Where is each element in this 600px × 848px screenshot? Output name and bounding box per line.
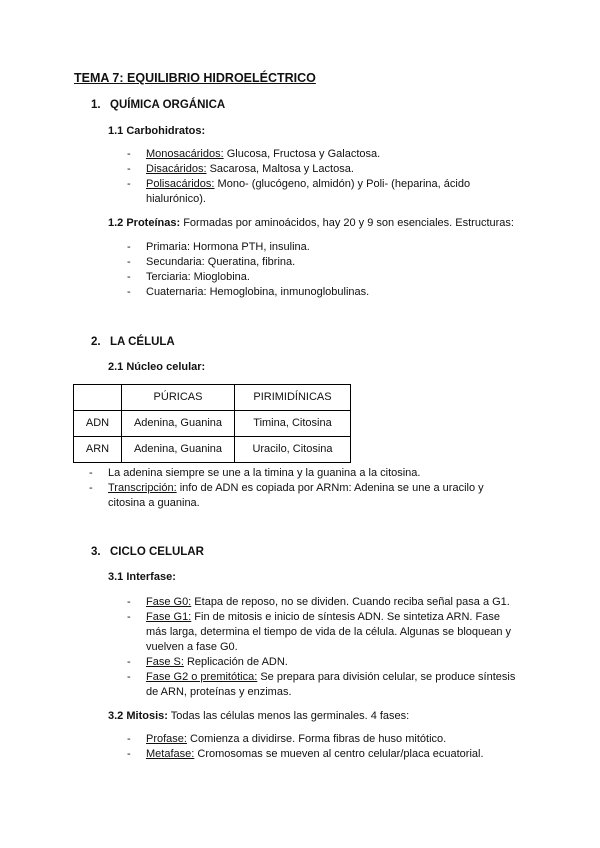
term: Polisacáridos: — [146, 178, 215, 190]
list-item — [127, 670, 523, 700]
subsection-label: 2.1 Núcleo celular: — [108, 361, 206, 373]
table-header-cell: PIRIMIDÍNICAS — [235, 385, 351, 411]
list-item — [89, 466, 509, 481]
list-item — [127, 147, 497, 162]
table-header-cell — [74, 385, 122, 411]
interphase-list — [127, 595, 523, 700]
subsection-heading — [108, 360, 205, 375]
table-header-cell: PÚRICAS — [122, 385, 235, 411]
item-text: Fin de mitosis e inicio de síntesis ADN. Se sintetiza ARN. Fase más larga, determina el tiempo de vida de la célula. Algunas se bloquean y vuelven a fase G0. — [146, 611, 512, 653]
item-text: Mono- (glucógeno, almidón) y Poli- (heparina, ácido hialurónico). — [146, 178, 471, 205]
item-text: Etapa de reposo, no se dividen. Cuando reciba señal pasa a G1. — [191, 596, 510, 608]
subsection-heading — [108, 124, 205, 139]
term: Fase G2 o premitótica: — [146, 671, 258, 683]
item-text: Cromosomas se mueven al centro celular/placa ecuatorial. — [194, 748, 484, 760]
list-item: - Secundaria: Queratina, fibrina. — [127, 255, 507, 270]
section-heading-3 — [91, 545, 204, 560]
carbohydrate-list — [127, 147, 497, 207]
nucleus-notes-list — [89, 466, 509, 511]
table-row — [74, 411, 351, 437]
section-heading-2 — [91, 335, 175, 350]
table-row — [74, 437, 351, 463]
term: Fase S: — [146, 656, 184, 668]
subsection-label: 3.2 Mitosis: — [108, 710, 168, 722]
term: Profase: — [146, 733, 187, 745]
item-text: Se prepara para división celular, se produce síntesis de ARN, proteínas y enzimas. — [146, 671, 516, 698]
document-title: TEMA 7: EQUILIBRIO HIDROELÉCTRICO — [74, 71, 316, 85]
list-item: - Cuaternaria: Hemoglobina, inmunoglobulinas. — [127, 285, 507, 300]
section-title: LA CÉLULA — [110, 336, 175, 348]
list-item — [127, 610, 523, 655]
subsection-heading — [108, 570, 176, 585]
section-heading-1 — [91, 98, 225, 113]
section-number: 1. — [91, 99, 101, 111]
section-number: 2. — [91, 336, 101, 348]
section-number: 3. — [91, 546, 101, 558]
list-item — [127, 655, 523, 670]
list-item — [127, 162, 497, 177]
term: Fase G0: — [146, 596, 192, 608]
term: Disacáridos: — [146, 163, 207, 175]
item-text: Comienza a dividirse. Forma fibras de huso mitótico. — [186, 733, 447, 745]
table-cell: Adenina, Guanina — [122, 411, 235, 437]
list-item: - Terciaria: Mioglobina. — [127, 270, 507, 285]
subsection-label: 3.1 Interfase: — [108, 571, 176, 583]
subsection-label: 1.2 Proteínas: — [108, 217, 181, 229]
list-item — [127, 595, 523, 610]
table-header-row — [74, 385, 351, 411]
subsection-text: Todas las células menos las germinales. 4 fases: — [167, 710, 410, 722]
section-title: CICLO CELULAR — [110, 546, 204, 558]
mitosis-list — [127, 732, 523, 762]
list-item — [127, 732, 523, 747]
item-text: Replicación de ADN. — [183, 656, 288, 668]
nucleobase-table — [73, 384, 351, 463]
list-item — [127, 747, 523, 762]
table-cell: ADN — [74, 411, 122, 437]
table-cell: Timina, Citosina — [235, 411, 351, 437]
term: Fase G1: — [146, 611, 192, 623]
table-cell: ARN — [74, 437, 122, 463]
section-title: QUÍMICA ORGÁNICA — [110, 99, 226, 111]
term: Transcripción: — [108, 482, 177, 494]
list-item — [89, 481, 509, 511]
subsection-heading — [108, 216, 514, 231]
item-text: Sacarosa, Maltosa y Lactosa. — [206, 163, 354, 175]
list-item: - Primaria: Hormona PTH, insulina. — [127, 240, 507, 255]
item-text: Glucosa, Fructosa y Galactosa. — [223, 148, 381, 160]
subsection-label: 1.1 Carbohidratos: — [108, 125, 206, 137]
item-text: La adenina siempre se une a la timina y la guanina a la citosina. — [108, 467, 421, 479]
term: Monosacáridos: — [146, 148, 224, 160]
protein-list — [127, 240, 507, 300]
item-text: info de ADN es copiada por ARNm: Adenina se une a uracilo y citosina a guanina. — [108, 482, 484, 509]
subsection-text: Formadas por aminoácidos, hay 20 y 9 son esenciales. Estructuras: — [180, 217, 514, 229]
list-item — [127, 177, 497, 207]
subsection-heading — [108, 709, 409, 724]
term: Metafase: — [146, 748, 195, 760]
table-cell: Adenina, Guanina — [122, 437, 235, 463]
table-cell: Uracilo, Citosina — [235, 437, 351, 463]
